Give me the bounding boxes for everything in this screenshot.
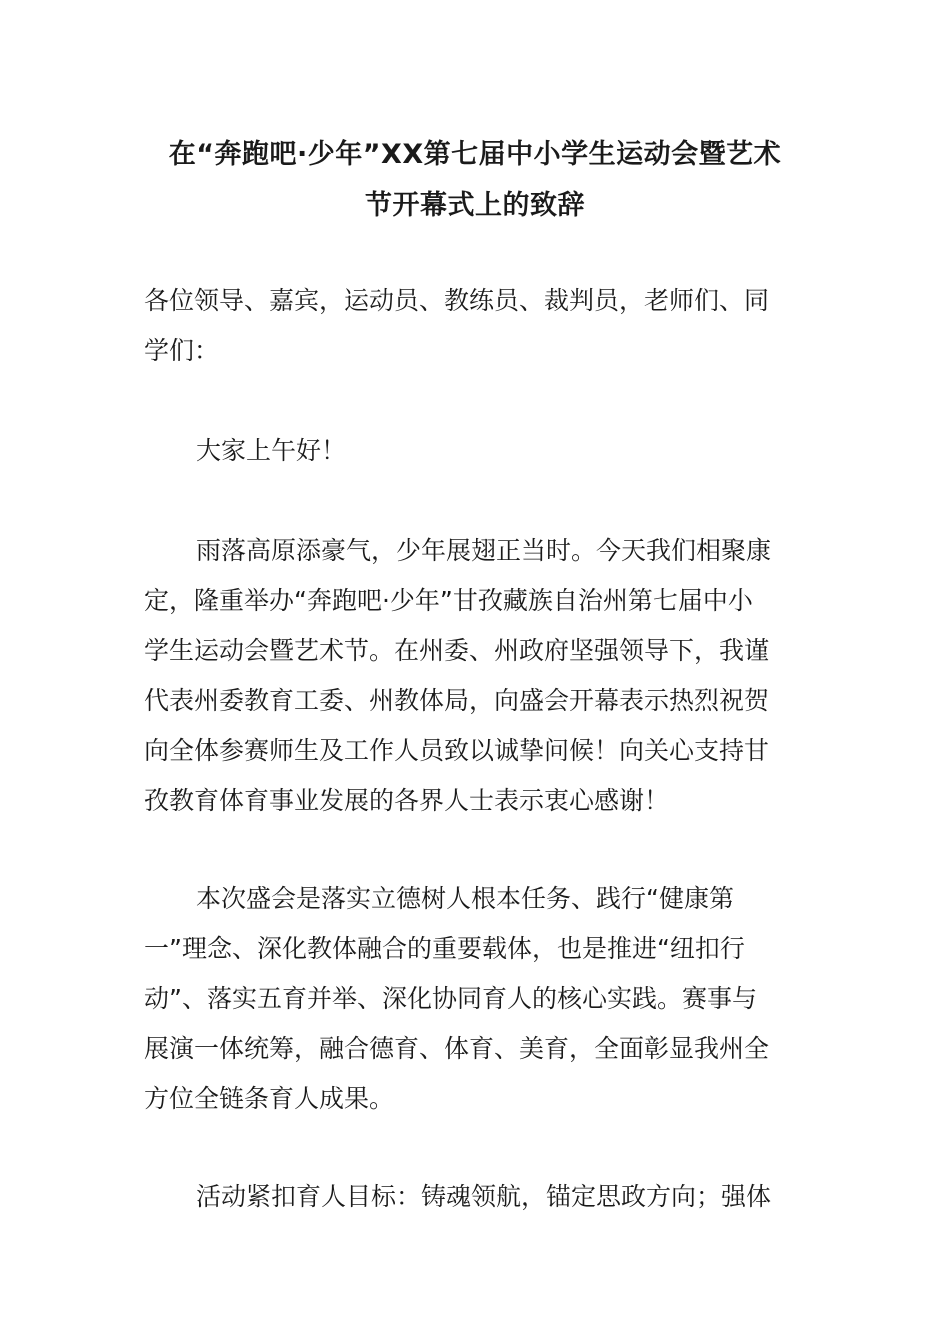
paragraph-line: 学生运动会暨艺术节。在州委、州政府坚强领导下，我谨 xyxy=(144,636,770,665)
salutation-line: 各位领导、嘉宾，运动员、教练员、裁判员，老师们、同 xyxy=(144,286,770,315)
paragraph-line: 孜教育体育事业发展的各界人士表示衷心感谢！ xyxy=(144,786,670,815)
greeting-line: 大家上午好！ xyxy=(196,436,347,465)
paragraph-line: 雨落高原添豪气，少年展翅正当时。今天我们相聚康 xyxy=(196,536,772,565)
body-paragraph-2 xyxy=(144,874,812,1124)
paragraph-line: 本次盛会是落实立德树人根本任务、践行“健康第 xyxy=(196,884,734,913)
paragraph-line: 展演一体统筹，融合德育、体育、美育，全面彰显我州全 xyxy=(144,1034,770,1063)
paragraph-line: 定，隆重举办“奔跑吧·少年”甘孜藏族自治州第七届中小 xyxy=(144,586,753,615)
salutation-line: 学们： xyxy=(144,336,220,365)
paragraph-line: 活动紧扣育人目标：铸魂领航，锚定思政方向；强体 xyxy=(196,1182,772,1211)
body-paragraph-3 xyxy=(144,1172,812,1222)
paragraph-line: 一”理念、深化教体融合的重要载体，也是推进“纽扣行 xyxy=(144,934,745,963)
paragraph-line: 方位全链条育人成果。 xyxy=(144,1084,395,1113)
paragraph-line: 代表州委教育工委、州教体局，向盛会开幕表示热烈祝贺 xyxy=(144,686,770,715)
document-title-line-1: 在“奔跑吧·少年”XX第七届中小学生运动会暨艺术 xyxy=(168,139,782,170)
greeting-paragraph xyxy=(144,426,812,476)
salutation-paragraph xyxy=(144,276,812,376)
body-paragraph-1 xyxy=(144,526,812,826)
document-title-line-2: 节开幕式上的致辞 xyxy=(365,190,585,221)
paragraph-line: 向全体参赛师生及工作人员致以诚挚问候！向关心支持甘 xyxy=(144,736,770,765)
paragraph-line: 动”、落实五育并举、深化协同育人的核心实践。赛事与 xyxy=(144,984,757,1013)
